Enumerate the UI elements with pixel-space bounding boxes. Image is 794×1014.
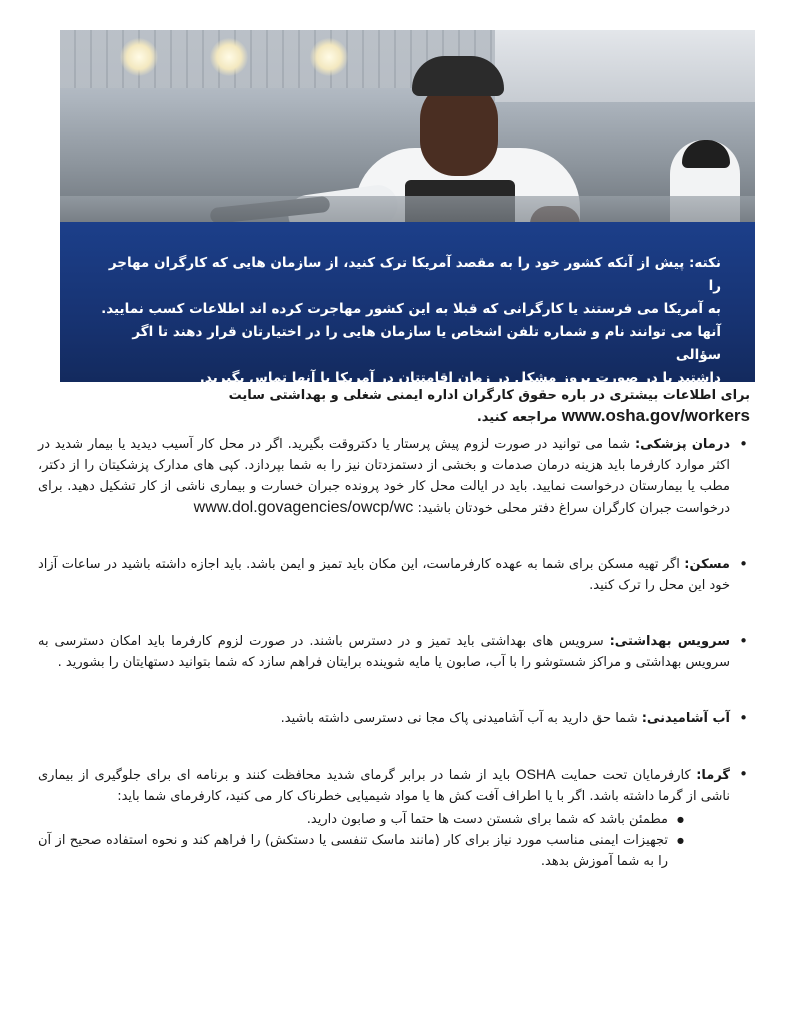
kitchen-counter [60, 196, 755, 222]
kitchen-hood [495, 30, 755, 102]
note-line: داشتید یا در صورت بروز مشکل در زمان اقامتتان در آمریکا با آنها تماس بگیرید. [199, 370, 721, 386]
chef-hat [412, 56, 504, 96]
intro-paragraph [52, 386, 750, 428]
sublist-item: ● تجهیزات ایمنی مناسب مورد نیاز برای کار (مانند ماسک تنفسی یا دستکش) را فراهم کند و نحوه استفاده صحیح از آن را به شما آموزش بدهد. [38, 830, 696, 872]
dol-link[interactable]: www.dol.govagencies/owcp/wc [193, 499, 414, 516]
heat-sublist [38, 809, 730, 872]
item-body: باید از شما در برابر گرمای شدید محافظت کنند و برنامه ای برای جلوگیری از بیماری ناشی از گرما داشته باشد. اگر با یا اطراف آفت کش ها یا مواد شیمیایی خطرناک کار می کنید، کارفرمای شما باید: [38, 768, 730, 804]
item-title: درمان پزشکی: [634, 437, 731, 452]
intro-text-end: مراجعه کنید. [476, 410, 558, 425]
note-line: نکته: پیش از آنکه کشور خود را به مقصد آمریکا ترک کنید، از سازمان هایی که کارگران مهاجر را [108, 255, 721, 294]
list-item-medical [38, 434, 750, 519]
item-body: کارفرمایان تحت حمایت [555, 768, 697, 783]
list-item-heat [38, 764, 750, 872]
item-body: شما می توانید در صورت لزوم پیش پرستار یا دکتروقت بگیرید. اگر در محل کار آسیب دیدید یا بیمار شدید در اکثر موارد کارفرما باید هزینه درمان صدمات و بخشی از دستمزدتان نیز را به شما بپردازد. کپی های مدارک پزشکیتان را از دکتر، مطب یا بیمارستان درخواست نمایید. باید در ایالت محل کار خود پرونده جبران خسارت و بیماری ناشی از کار تشکیل دهید. برای درخواست جبران کارگران سراغ دفتر محلی خودتان باشید: [38, 437, 730, 516]
osha-workers-link[interactable]: www.osha.gov/workers [561, 406, 750, 425]
intro-text: برای اطلاعات بیشتری در باره حقوق کارگران اداره ایمنی شغلی و بهداشتی سایت [228, 388, 750, 403]
note-box [60, 222, 755, 386]
item-body: شما حق دارید به آب آشامیدنی پاک مجا نی دسترسی داشته باشید. [280, 711, 642, 726]
list-item-sanitation [38, 631, 750, 673]
ceiling-light [210, 38, 248, 76]
item-title: گرما: [696, 768, 730, 783]
item-title: آب آشامیدنی: [641, 711, 730, 726]
item-title: مسکن: [684, 557, 730, 572]
rights-list [38, 434, 750, 872]
item-body: سرویس های بهداشتی باید تمیز و در دسترس باشند. در صورت لزوم کارفرما باید امکان دسترسی به سرویس بهداشتی و مراکز شستوشو را با آب، صابون یا مایه شوینده برایتان فراهم سازد که شما بتوانید دستهایتان را بشورید . [38, 634, 730, 670]
note-line: به آمریکا می فرستند یا کارگرانی که قبلا به این کشور مهاجرت کرده اند اطلاعات کسب نمایید. [101, 301, 721, 317]
item-title: سرویس بهداشتی: [609, 634, 731, 649]
hero-photo [60, 30, 755, 222]
item-body: اگر تهیه مسکن برای شما به عهده کارفرماست، این مکان باید تمیز و ایمن باشد. باید اجازه داشته باشید در ساعات آزاد خود این محل را ترک کنید. [38, 557, 730, 593]
ceiling-light [310, 38, 348, 76]
list-item-housing [38, 554, 750, 596]
note-line: آنها می توانند نام و شماره تلفن اشخاص یا سازمان هایی را در اختیارتان قرار دهند تا اگر سؤالی [132, 324, 721, 363]
ceiling-light [120, 38, 158, 76]
list-item-water [38, 708, 750, 729]
osha-acronym: OSHA [515, 766, 556, 782]
sublist-item: ● مطمئن باشد که شما برای شستن دست ها حتما آب و صابون دارید. [38, 809, 696, 830]
